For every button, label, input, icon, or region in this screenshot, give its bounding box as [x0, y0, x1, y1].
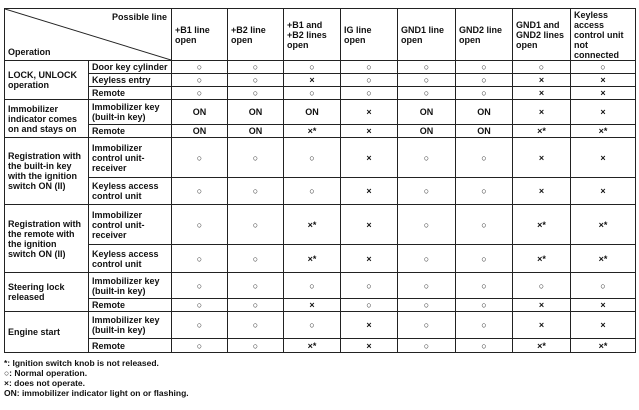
column-header: +B1 line open [172, 9, 228, 61]
result-cell: ○ [172, 61, 228, 74]
result-cell: ×* [284, 125, 341, 138]
sub-operation-cell: Immobilizer control unit-receiver [89, 138, 172, 178]
result-cell: ○ [341, 61, 398, 74]
result-cell: ○ [456, 205, 513, 245]
operation-cell: Registration with the remote with the ignition switch ON (II) [5, 205, 89, 273]
column-header: GND2 line open [456, 9, 513, 61]
result-cell: ○ [228, 178, 284, 205]
result-cell: ×* [571, 339, 636, 353]
result-cell: ○ [398, 205, 456, 245]
table-row [5, 178, 636, 205]
result-cell: × [571, 299, 636, 312]
result-cell: ○ [398, 273, 456, 299]
result-cell: ○ [284, 138, 341, 178]
result-cell: ○ [228, 74, 284, 87]
table-row [5, 74, 636, 87]
result-cell: ○ [456, 273, 513, 299]
table-row [5, 125, 636, 138]
result-cell: ON [172, 125, 228, 138]
sub-operation-cell: Immobilizer key (built-in key) [89, 100, 172, 125]
result-cell: ON [398, 125, 456, 138]
table-row [5, 339, 636, 353]
table-row [5, 87, 636, 100]
result-cell: ON [228, 125, 284, 138]
sub-operation-cell: Immobilizer control unit-receiver [89, 205, 172, 245]
result-cell: ○ [228, 245, 284, 273]
result-cell: × [341, 245, 398, 273]
result-cell: ×* [513, 245, 571, 273]
operation-cell: Steering lock released [5, 273, 89, 312]
result-cell: × [341, 339, 398, 353]
result-cell: × [571, 87, 636, 100]
result-cell: × [571, 178, 636, 205]
result-cell: ON [172, 100, 228, 125]
result-cell: ○ [172, 138, 228, 178]
legend-item: *: Ignition switch knob is not released. [4, 358, 159, 368]
legend-item: ×: does not operate. [4, 378, 85, 388]
result-cell: ○ [341, 299, 398, 312]
result-cell: ○ [172, 245, 228, 273]
result-cell: × [513, 178, 571, 205]
result-cell: ○ [228, 273, 284, 299]
column-header: GND1 line open [398, 9, 456, 61]
result-cell: ○ [172, 273, 228, 299]
table-row [5, 100, 636, 125]
table-row [5, 273, 636, 299]
result-cell: ○ [341, 87, 398, 100]
result-cell: ○ [172, 205, 228, 245]
sub-operation-cell: Remote [89, 125, 172, 138]
result-cell: × [513, 138, 571, 178]
result-cell: ○ [172, 312, 228, 339]
result-cell: ○ [456, 339, 513, 353]
table-row [5, 205, 636, 245]
operation-cell: Registration with the built-in key with the ignition switch ON (II) [5, 138, 89, 205]
column-header: +B2 line open [228, 9, 284, 61]
result-cell: ○ [228, 339, 284, 353]
result-cell: ○ [571, 61, 636, 74]
result-cell: × [571, 312, 636, 339]
result-cell: × [513, 312, 571, 339]
result-cell: × [341, 178, 398, 205]
result-cell: × [284, 74, 341, 87]
result-cell: ○ [172, 178, 228, 205]
result-cell: ON [456, 100, 513, 125]
result-cell: ○ [172, 339, 228, 353]
result-cell: × [341, 125, 398, 138]
result-cell: ○ [398, 299, 456, 312]
result-cell: ○ [398, 245, 456, 273]
result-cell: × [341, 205, 398, 245]
result-cell: ×* [513, 125, 571, 138]
result-cell: ○ [571, 273, 636, 299]
result-cell: ×* [513, 339, 571, 353]
result-cell: ○ [398, 178, 456, 205]
result-cell: × [571, 100, 636, 125]
column-header: Keyless access control unit not connected [571, 9, 636, 61]
result-cell: ×* [284, 339, 341, 353]
result-cell: ○ [398, 138, 456, 178]
result-cell: ○ [398, 87, 456, 100]
sub-operation-cell: Remote [89, 339, 172, 353]
result-cell: ON [398, 100, 456, 125]
header-row [5, 9, 636, 61]
result-cell: × [513, 74, 571, 87]
result-cell: ○ [398, 74, 456, 87]
legend [4, 358, 635, 398]
result-cell: ○ [456, 87, 513, 100]
result-cell: × [571, 74, 636, 87]
result-cell: ○ [398, 339, 456, 353]
possible-line-label: Possible line [111, 12, 167, 22]
table-row [5, 61, 636, 74]
column-header: IG line open [341, 9, 398, 61]
result-cell: ○ [172, 87, 228, 100]
result-cell: ○ [456, 138, 513, 178]
operation-cell: LOCK, UNLOCK operation [5, 61, 89, 100]
result-cell: ○ [456, 245, 513, 273]
result-cell: ○ [172, 74, 228, 87]
result-cell: ×* [513, 205, 571, 245]
result-cell: ○ [456, 178, 513, 205]
legend-item: ○: Normal operation. [4, 368, 88, 378]
result-cell: ○ [456, 61, 513, 74]
result-cell: ○ [398, 312, 456, 339]
result-cell: ○ [172, 299, 228, 312]
result-cell: ×* [571, 205, 636, 245]
result-cell: × [341, 138, 398, 178]
result-cell: ○ [228, 299, 284, 312]
operation-cell: Immobilizer indicator comes on and stays on [5, 100, 89, 138]
operation-table [4, 8, 636, 353]
result-cell: ×* [571, 125, 636, 138]
result-cell: ON [284, 100, 341, 125]
sub-operation-cell: Immobilizer key (built-in key) [89, 312, 172, 339]
result-cell: ×* [284, 205, 341, 245]
result-cell: ○ [284, 273, 341, 299]
result-cell: ○ [456, 312, 513, 339]
result-cell: ON [228, 100, 284, 125]
operation-cell: Engine start [5, 312, 89, 353]
result-cell: ○ [284, 178, 341, 205]
result-cell: ○ [284, 61, 341, 74]
result-cell: × [513, 87, 571, 100]
result-cell: ○ [228, 87, 284, 100]
result-cell: ○ [398, 61, 456, 74]
sub-operation-cell: Door key cylinder [89, 61, 172, 74]
troubleshooting-document [4, 8, 635, 398]
operation-label: Operation [8, 47, 51, 57]
legend-item: ON: immobilizer indicator light on or flashing. [4, 388, 189, 398]
result-cell: ×* [284, 245, 341, 273]
result-cell: ×* [571, 245, 636, 273]
result-cell: × [571, 138, 636, 178]
sub-operation-cell: Immobilizer key (built-in key) [89, 273, 172, 299]
result-cell: ON [456, 125, 513, 138]
result-cell: × [513, 100, 571, 125]
sub-operation-cell: Remote [89, 87, 172, 100]
table-row [5, 138, 636, 178]
table-row [5, 312, 636, 339]
result-cell: × [341, 312, 398, 339]
column-header: GND1 and GND2 lines open [513, 9, 571, 61]
result-cell: ○ [341, 74, 398, 87]
result-cell: ○ [228, 312, 284, 339]
result-cell: ○ [284, 312, 341, 339]
result-cell: ○ [456, 74, 513, 87]
result-cell: × [341, 100, 398, 125]
result-cell: ○ [228, 205, 284, 245]
result-cell: × [284, 299, 341, 312]
table-row [5, 299, 636, 312]
result-cell: × [513, 299, 571, 312]
table-row [5, 245, 636, 273]
result-cell: ○ [284, 87, 341, 100]
result-cell: ○ [341, 273, 398, 299]
result-cell: ○ [456, 299, 513, 312]
result-cell: ○ [228, 138, 284, 178]
sub-operation-cell: Remote [89, 299, 172, 312]
corner-header-cell [5, 9, 172, 61]
sub-operation-cell: Keyless access control unit [89, 245, 172, 273]
result-cell: ○ [513, 273, 571, 299]
sub-operation-cell: Keyless access control unit [89, 178, 172, 205]
sub-operation-cell: Keyless entry [89, 74, 172, 87]
result-cell: ○ [228, 61, 284, 74]
result-cell: ○ [513, 61, 571, 74]
column-header: +B1 and +B2 lines open [284, 9, 341, 61]
